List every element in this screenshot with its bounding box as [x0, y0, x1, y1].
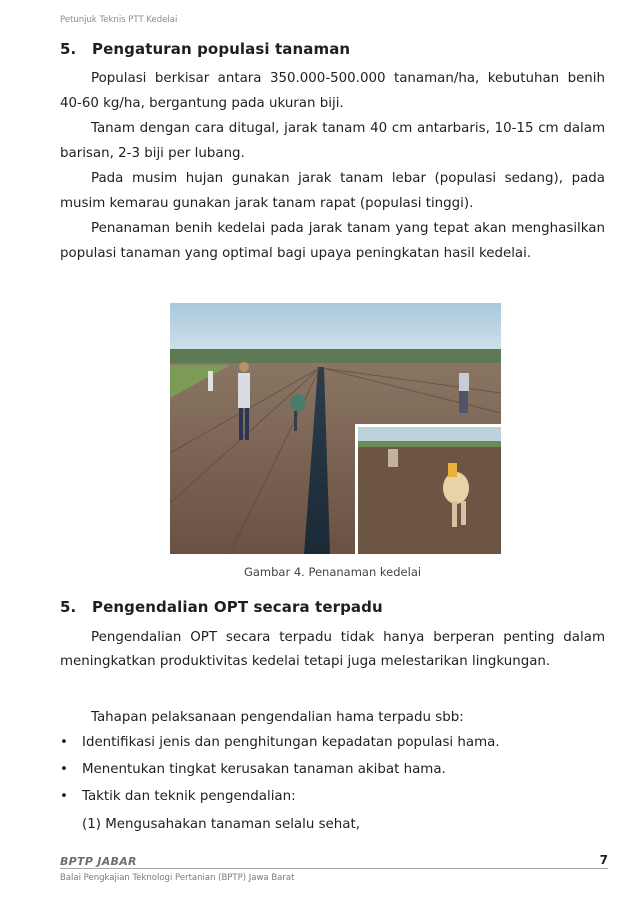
running-header: Petunjuk Teknis PTT Kedelai [60, 15, 178, 25]
paragraph: Tahapan pelaksanaan pengendalian hama terpadu sbb: [91, 710, 464, 725]
footer-org-full: Balai Pengkajian Teknologi Pertanian (BPTP) Jawa Barat [60, 873, 295, 883]
list-item: • Identifikasi jenis dan penghitungan kepadatan populasi hama. [60, 735, 500, 750]
section-title-opt [60, 598, 383, 616]
paragraph: Penanaman benih kedelai pada jarak tanam yang tepat akan menghasilkan populasi tanaman yang optimal bagi upaya peningkatan hasil kedelai. [60, 221, 605, 261]
page-number: 7 [599, 853, 608, 867]
sub-list-item: (1) Mengusahakan tanaman selalu sehat, [82, 817, 360, 832]
paragraph: Populasi berkisar antara 350.000-500.000 tanaman/ha, kebutuhan benih 40-60 kg/ha, bergantung pada ukuran biji. [60, 71, 605, 111]
paragraph: Pada musim hujan gunakan jarak tanam lebar (populasi sedang), pada musim kemarau gunakan jarak tanam rapat (populasi tinggi). [60, 171, 605, 211]
list-item: • Taktik dan teknik pengendalian: [60, 789, 296, 804]
section-title-text: Pengendalian OPT secara terpadu [92, 598, 383, 616]
footer-divider [60, 868, 608, 869]
footer-org: BPTP JABAR [60, 855, 137, 868]
section-title-population [60, 40, 350, 58]
section-number: 5. [60, 598, 77, 616]
section-number: 5. [60, 40, 77, 58]
list-item: • Menentukan tingkat kerusakan tanaman akibat hama. [60, 762, 446, 777]
paragraph: Pengendalian OPT secara terpadu tidak hanya berperan penting dalam meningkatkan produktivitas kedelai tetapi juga melestarikan lingkungan. [60, 630, 605, 669]
section-title-text: Pengaturan populasi tanaman [92, 40, 351, 58]
planting-photo [170, 303, 501, 554]
paragraph: Tanam dengan cara ditugal, jarak tanam 40 cm antarbaris, 10-15 cm dalam barisan, 2-3 biji per lubang. [60, 121, 605, 161]
figure-caption: Gambar 4. Penanaman kedelai [243, 565, 422, 579]
